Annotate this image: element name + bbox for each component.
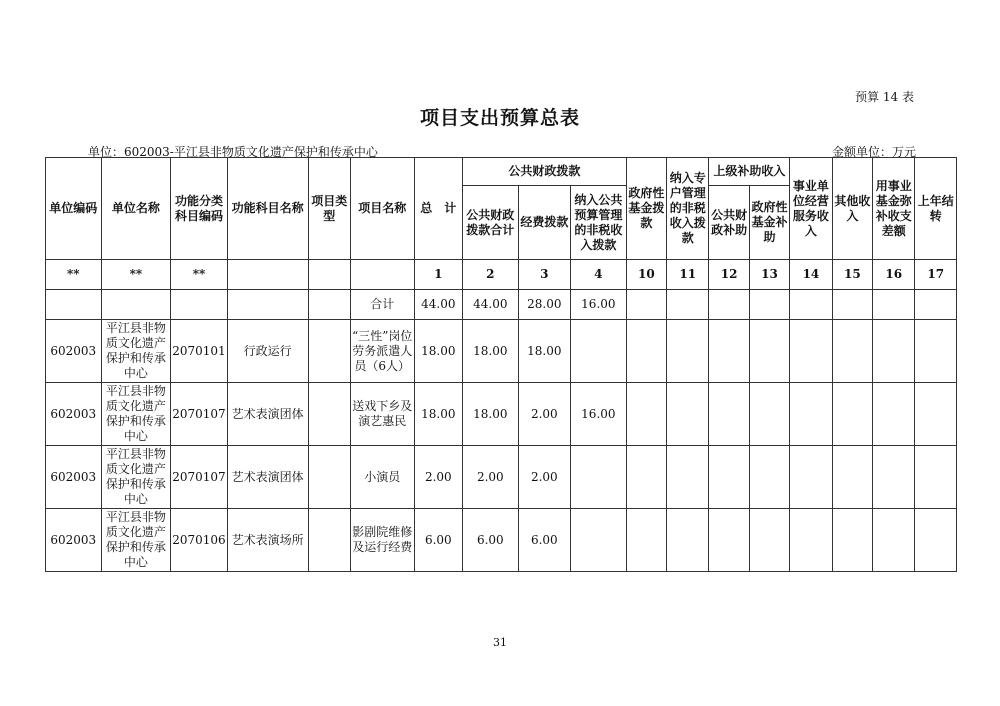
index-cell: 17 bbox=[915, 260, 957, 290]
func-code-cell: 2070106 bbox=[171, 509, 228, 572]
unit-name-cell: 平江县非物质文化遗产保护和传承中心 bbox=[101, 509, 171, 572]
index-cell: ** bbox=[46, 260, 102, 290]
index-cell: ** bbox=[171, 260, 228, 290]
page-number: 31 bbox=[493, 636, 507, 649]
pf-expense-cell: 2.00 bbox=[518, 383, 571, 446]
table-number-label: 预算 14 表 bbox=[855, 90, 914, 104]
header-pf-expense: 经费拨款 bbox=[518, 186, 571, 260]
pf-expense-cell: 6.00 bbox=[518, 509, 571, 572]
index-cell: 1 bbox=[414, 260, 462, 290]
index-cell: ** bbox=[101, 260, 171, 290]
index-cell: 15 bbox=[832, 260, 872, 290]
project-name-cell: “三性”岗位劳务派遣人员（6人） bbox=[350, 320, 414, 383]
unit-name-cell: 平江县非物质文化遗产保护和传承中心 bbox=[101, 383, 171, 446]
index-cell: 14 bbox=[790, 260, 832, 290]
total-pf-expense: 28.00 bbox=[518, 290, 571, 320]
header-unit-name: 单位名称 bbox=[101, 158, 171, 260]
header-upper-subsidy: 上级补助收入 bbox=[709, 158, 790, 186]
project-name-cell: 小演员 bbox=[350, 446, 414, 509]
header-last-year: 上年结转 bbox=[915, 158, 957, 260]
header-func-name: 功能科目名称 bbox=[227, 158, 308, 260]
project-type-cell bbox=[308, 383, 350, 446]
total-pf-nontax: 16.00 bbox=[571, 290, 627, 320]
header-pf-nontax: 纳入公共预算管理的非税收入拨款 bbox=[571, 186, 627, 260]
table-row bbox=[46, 446, 957, 509]
index-cell: 4 bbox=[571, 260, 627, 290]
unit-code-cell: 602003 bbox=[46, 509, 102, 572]
table-row bbox=[46, 320, 957, 383]
index-cell: 2 bbox=[463, 260, 519, 290]
amount-unit-label: 金额单位：万元 bbox=[831, 145, 916, 159]
index-cell: 3 bbox=[518, 260, 571, 290]
index-cell: 13 bbox=[749, 260, 789, 290]
index-cell: 11 bbox=[667, 260, 709, 290]
header-total: 总 计 bbox=[414, 158, 462, 260]
total-amount: 44.00 bbox=[414, 290, 462, 320]
unit-code-cell: 602003 bbox=[46, 383, 102, 446]
index-cell: 10 bbox=[626, 260, 666, 290]
header-us-public: 公共财政补助 bbox=[709, 186, 749, 260]
index-cell bbox=[350, 260, 414, 290]
table-row bbox=[46, 383, 957, 446]
header-project-name: 项目名称 bbox=[350, 158, 414, 260]
unit-name-cell: 平江县非物质文化遗产保护和传承中心 bbox=[101, 320, 171, 383]
index-cell: 16 bbox=[873, 260, 915, 290]
func-name-cell: 艺术表演团体 bbox=[227, 446, 308, 509]
total-cell: 18.00 bbox=[414, 383, 462, 446]
pf-nontax-cell bbox=[571, 446, 627, 509]
unit-label: 单位：602003-平江县非物质文化遗产保护和传承中心 bbox=[88, 145, 378, 159]
header-func-code: 功能分类科目编码 bbox=[171, 158, 228, 260]
budget-table bbox=[45, 157, 957, 572]
project-type-cell bbox=[308, 446, 350, 509]
index-cell bbox=[227, 260, 308, 290]
func-code-cell: 2070107 bbox=[171, 383, 228, 446]
pf-nontax-cell bbox=[571, 509, 627, 572]
project-type-cell bbox=[308, 509, 350, 572]
unit-code-cell: 602003 bbox=[46, 320, 102, 383]
header-us-gov-fund: 政府性基金补助 bbox=[749, 186, 789, 260]
header-other-income: 其他收入 bbox=[832, 158, 872, 260]
total-cell: 2.00 bbox=[414, 446, 462, 509]
header-gov-fund: 政府性基金拨款 bbox=[626, 158, 666, 260]
pf-nontax-cell bbox=[571, 320, 627, 383]
header-special-nontax: 纳入专户管理的非税收入拨款 bbox=[667, 158, 709, 260]
header-pf-total: 公共财政拨款合计 bbox=[463, 186, 519, 260]
pf-total-cell: 6.00 bbox=[463, 509, 519, 572]
page-title: 项目支出预算总表 bbox=[419, 107, 580, 129]
pf-total-cell: 18.00 bbox=[463, 320, 519, 383]
pf-expense-cell: 18.00 bbox=[518, 320, 571, 383]
project-name-cell: 影剧院维修及运行经费 bbox=[350, 509, 414, 572]
total-cell: 18.00 bbox=[414, 320, 462, 383]
pf-nontax-cell: 16.00 bbox=[571, 383, 627, 446]
project-name-cell: 送戏下乡及演艺惠民 bbox=[350, 383, 414, 446]
header-project-type: 项目类型 bbox=[308, 158, 350, 260]
header-fund-balance: 用事业基金弥补收支差额 bbox=[873, 158, 915, 260]
func-name-cell: 艺术表演团体 bbox=[227, 383, 308, 446]
index-cell: 12 bbox=[709, 260, 749, 290]
header-unit-code: 单位编码 bbox=[46, 158, 102, 260]
unit-code-cell: 602003 bbox=[46, 446, 102, 509]
column-index-row bbox=[46, 260, 957, 290]
table-row bbox=[46, 509, 957, 572]
header-public-finance: 公共财政拨款 bbox=[463, 158, 627, 186]
index-cell bbox=[308, 260, 350, 290]
func-code-cell: 2070101 bbox=[171, 320, 228, 383]
total-pf-total: 44.00 bbox=[463, 290, 519, 320]
total-row bbox=[46, 290, 957, 320]
header-business-income: 事业单位经营服务收入 bbox=[790, 158, 832, 260]
project-type-cell bbox=[308, 320, 350, 383]
func-name-cell: 艺术表演场所 bbox=[227, 509, 308, 572]
pf-total-cell: 18.00 bbox=[463, 383, 519, 446]
func-name-cell: 行政运行 bbox=[227, 320, 308, 383]
pf-expense-cell: 2.00 bbox=[518, 446, 571, 509]
total-label: 合计 bbox=[350, 290, 414, 320]
pf-total-cell: 2.00 bbox=[463, 446, 519, 509]
total-cell: 6.00 bbox=[414, 509, 462, 572]
unit-name-cell: 平江县非物质文化遗产保护和传承中心 bbox=[101, 446, 171, 509]
func-code-cell: 2070107 bbox=[171, 446, 228, 509]
